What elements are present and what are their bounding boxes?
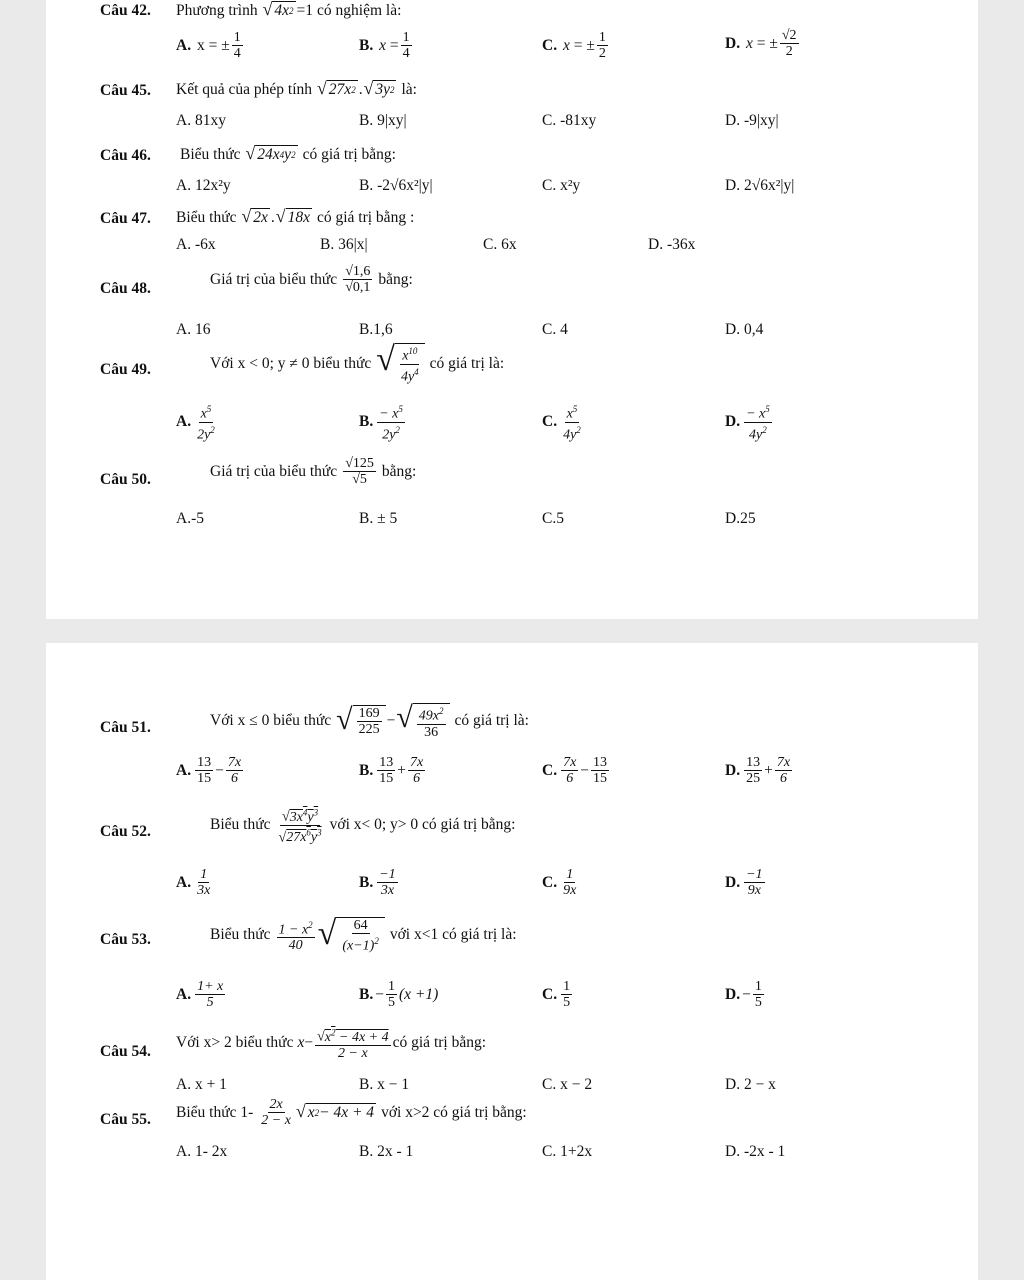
option-a[interactable]: A. 1- 2x — [176, 1143, 228, 1160]
question-number: Câu 46. — [100, 147, 151, 164]
question-text: Giá trị của biểu thức $\frac{√125}{√5}$ bằng: — [210, 456, 417, 487]
question-text: Với x> 2 biểu thức x − $\frac{√x^2 - 4x + 4}{2 - x}$ có giá trị bằng: — [176, 1027, 487, 1061]
question-text: Biểu thức $\frac{√3x^4y^3}{√27x^6y^3}$ với x< 0; y> 0 có giá trị bằng: — [210, 807, 516, 846]
option-d[interactable]: D. 2√6x²|y| — [725, 177, 795, 194]
question-number: Câu 45. — [100, 82, 151, 99]
page-2 — [46, 643, 978, 1280]
option-a[interactable]: A. $\frac{1+ x}{5}$ — [176, 979, 224, 1010]
option-c[interactable]: C. 4 — [542, 321, 568, 338]
option-b[interactable]: B. 2x - 1 — [359, 1143, 414, 1160]
option-c[interactable]: C. $\frac{1}{5}$ — [542, 979, 571, 1010]
option-a[interactable]: A. 81xy — [176, 112, 226, 129]
option-b[interactable]: B. x − 1 — [359, 1076, 410, 1093]
option-b[interactable]: B. $\frac{-1}{3x}$ — [359, 867, 396, 898]
option-c[interactable]: C. 1+2x — [542, 1143, 593, 1160]
option-d[interactable]: D. $\frac{- x^5}{4y^2}$ — [725, 404, 770, 443]
option-b[interactable]: B. $\frac{13}{15}$ + $\frac{7x}{6}$ — [359, 755, 424, 786]
question-text: Biểu thức √ 24x 4 y 2 có giá trị bằng: — [180, 143, 396, 163]
option-d[interactable]: D. 0,4 — [725, 321, 764, 338]
question-text: Biểu thức $\frac{1 - x^2}{40}$ √ $\frac{64}{(x-1)^2}$ với x<1 có giá trị là: — [210, 915, 517, 954]
page-1 — [46, 0, 978, 619]
option-c[interactable]: C.5 — [542, 510, 564, 527]
question-number: Câu 55. — [100, 1111, 151, 1128]
option-d[interactable]: D. $\frac{13}{25}$ + $\frac{7x}{6}$ — [725, 755, 791, 786]
question-text: Phương trình √ 4x 2 =1 có nghiệm là: — [176, 0, 402, 19]
option-a[interactable]: A. x + 1 — [176, 1076, 227, 1093]
option-a[interactable]: A. $\frac{x^5}{2y^2}$ — [176, 404, 215, 443]
option-d[interactable]: D. -2x - 1 — [725, 1143, 786, 1160]
option-d[interactable]: D. 2 − x — [725, 1076, 776, 1093]
option-c[interactable]: C. $\frac{1}{9x}$ — [542, 867, 577, 898]
question-number: Câu 47. — [100, 210, 151, 227]
question-number: Câu 52. — [100, 823, 151, 840]
option-c[interactable]: C. x − 2 — [542, 1076, 593, 1093]
question-text: Kết quả của phép tính √ 27x 2 . √ 3y 2 là: — [176, 78, 417, 98]
question-number: Câu 42. — [100, 2, 151, 19]
option-b[interactable]: B. 36|x| — [320, 236, 368, 253]
option-b[interactable]: B.1,6 — [359, 321, 393, 338]
question-text: Biểu thức √ 2x . √ 18x có giá trị bằng : — [176, 206, 415, 226]
question-text: Với x < 0; y ≠ 0 biểu thức √ $\frac{x^{10}}{4y^4}$ có giá trị là: — [210, 341, 505, 385]
option-c[interactable]: C. $\frac{x^5}{4y^2}$ — [542, 404, 581, 443]
option-a[interactable]: A.-5 — [176, 510, 204, 527]
question-number: Câu 49. — [100, 361, 151, 378]
option-c[interactable]: C. -81xy — [542, 112, 597, 129]
option-a[interactable]: A. $\frac{1}{3x}$ — [176, 867, 211, 898]
question-text: Với x ≤ 0 biểu thức √ $\frac{169}{225}$ − √ $\frac{49x^2}{36}$ có giá trị là: — [210, 701, 529, 740]
option-c[interactable]: C. x = ± $\frac{1}{2}$ — [542, 30, 606, 61]
option-a[interactable]: A. x = ± $\frac{1}{4}$ — [176, 30, 241, 61]
option-a[interactable]: A. -6x — [176, 236, 216, 253]
question-number: Câu 51. — [100, 719, 151, 736]
question-text: Biểu thức 1- $\frac{2x}{2 - x}$ √ x 2 − 4x + 4 với x>2 có giá trị bằng: — [176, 1097, 527, 1128]
option-c[interactable]: C. x²y — [542, 177, 581, 194]
option-a[interactable]: A. 16 — [176, 321, 211, 338]
question-number: Câu 53. — [100, 931, 151, 948]
option-c[interactable]: C. 6x — [483, 236, 517, 253]
question-number: Câu 54. — [100, 1043, 151, 1060]
option-b[interactable]: B. 9|xy| — [359, 112, 407, 129]
question-text: Giá trị của biểu thức $\frac{√1,6}{√0,1}$ bằng: — [210, 264, 413, 295]
option-c[interactable]: C. $\frac{7x}{6}$ − $\frac{13}{15}$ — [542, 755, 608, 786]
question-number: Câu 48. — [100, 280, 151, 297]
option-b[interactable]: B. ± 5 — [359, 510, 398, 527]
option-d[interactable]: D.25 — [725, 510, 756, 527]
option-d[interactable]: D. − $\frac{1}{5}$ — [725, 979, 762, 1010]
option-b[interactable]: B. − $\frac{1}{5}$ (x +1) — [359, 979, 439, 1010]
option-d[interactable]: D. x = ± $\frac{√2}{2}$ — [725, 28, 797, 59]
option-b[interactable]: B. $\frac{- x^5}{2y^2}$ — [359, 404, 403, 443]
option-d[interactable]: D. -9|xy| — [725, 112, 779, 129]
question-number: Câu 50. — [100, 471, 151, 488]
option-a[interactable]: A. $\frac{13}{15}$ − $\frac{7x}{6}$ — [176, 755, 242, 786]
option-b[interactable]: B. x = $\frac{1}{4}$ — [359, 30, 410, 61]
option-d[interactable]: D. $\frac{-1}{9x}$ — [725, 867, 763, 898]
option-a[interactable]: A. 12x²y — [176, 177, 231, 194]
option-b[interactable]: B. -2√6x²|y| — [359, 177, 433, 194]
option-d[interactable]: D. -36x — [648, 236, 696, 253]
